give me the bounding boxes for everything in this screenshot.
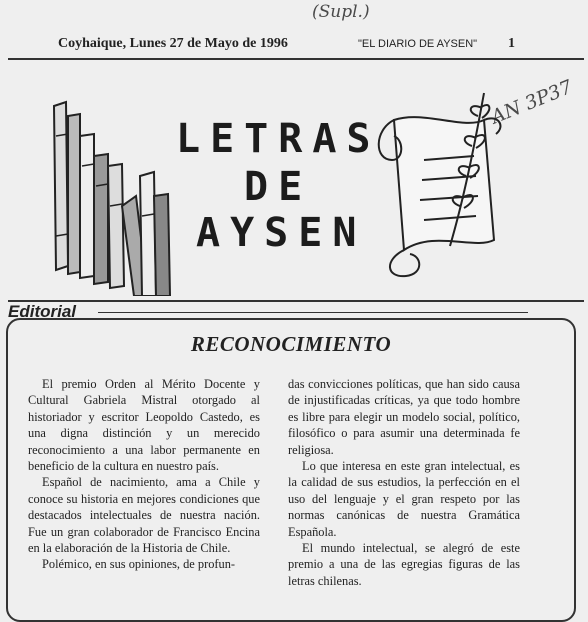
banner-title-line-2: DE: [244, 164, 313, 210]
article-paragraph: Español de nacimiento, ama a Chile y conoce su historia en mejores condiciones que destacados intelectuales de nuestra nación. Fue un gran colaborador de Francisco Encina en la elaboración de la Historia de Chile.: [28, 475, 260, 556]
article-column-left: [28, 376, 260, 573]
article-paragraph: das convicciones políticas, que han sido causa de injustificadas críticas, ya que todo hombre es libre para elegir un modelo social, político, filosófico o para asumir una determinada fe religiosa.: [288, 377, 520, 457]
banner-title-line-1: LETRAS: [176, 116, 381, 162]
article-paragraph: Polémico, en sus opiniones, de profun-: [42, 557, 236, 572]
article-paragraph: Lo que interesa en este gran intelectual, es la calidad de sus estudios, la perfección en el uso del lenguaje y el gran respeto por las normas canónicas de nuestra Gramática Española.: [288, 459, 520, 539]
header-newspaper-name: "EL DIARIO DE AYSEN": [358, 38, 478, 50]
header-date: Coyhaique, Lunes 27 de Mayo de 1996: [58, 36, 288, 51]
article-title: RECONOCIMIENTO: [190, 332, 392, 356]
article-column-right: [288, 376, 520, 589]
section-label: Editorial: [8, 302, 77, 321]
section-banner: [8, 58, 584, 302]
section-rule: [98, 312, 528, 313]
handwritten-note-top: (Supl.): [312, 2, 370, 22]
page-header: [0, 36, 588, 56]
banner-title-line-3: AYSEN: [196, 210, 367, 256]
books-illustration: [44, 96, 184, 296]
article-paragraph: El premio Orden al Mérito Docente y Cultural Gabriela Mistral otorgado al historiador y escritor Leopoldo Castedo, es una digna distinción y un merecido reconocimiento a una labor permanente en beneficio de la cultura en nuestro país.: [28, 377, 260, 474]
header-page-number: 1: [508, 36, 515, 51]
editorial-article: [6, 318, 576, 622]
article-paragraph: El mundo intelectual, se alegró de este premio a una de las egregias figuras de las letras chilenas.: [288, 541, 520, 588]
handwritten-note-side: AN 3P37: [488, 75, 576, 129]
laurel-branch-illustration: [444, 88, 494, 248]
